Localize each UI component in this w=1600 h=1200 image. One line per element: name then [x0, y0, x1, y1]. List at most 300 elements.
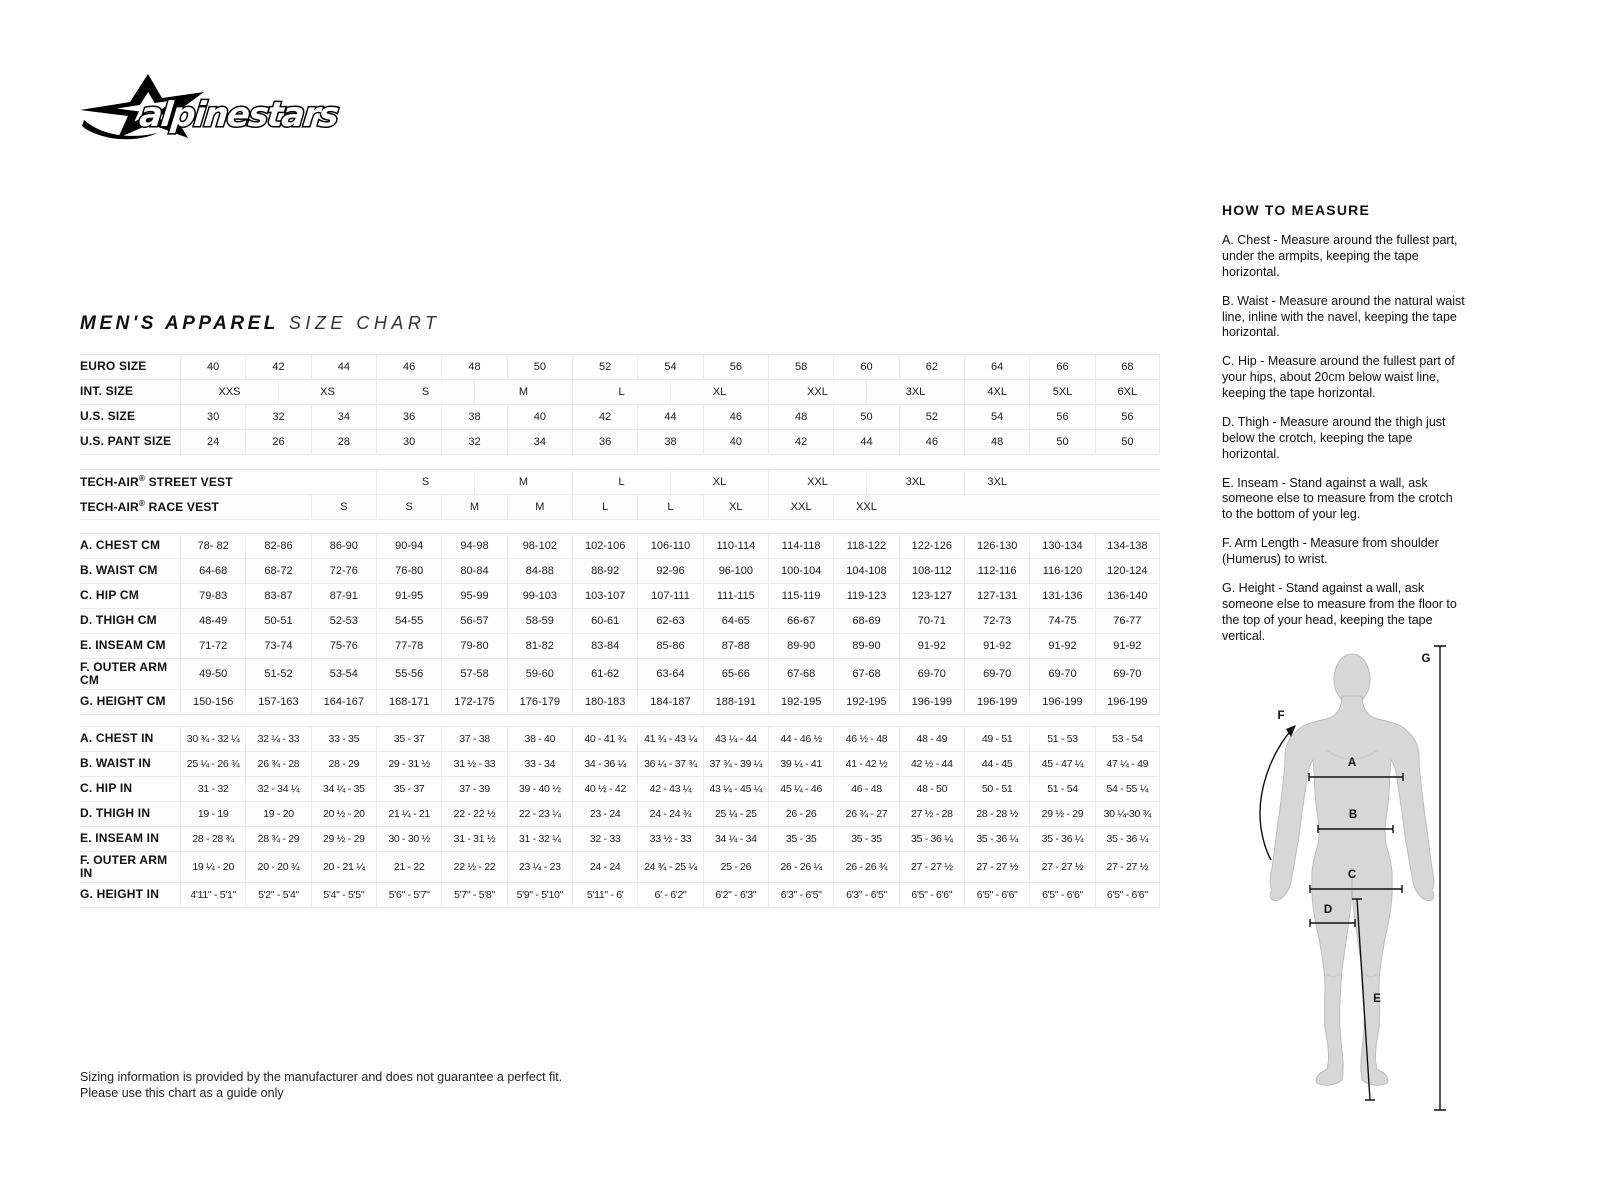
table-cell: 123-127: [899, 584, 964, 608]
table-row-us_pant: [80, 430, 1160, 455]
table-spacer: [1029, 470, 1160, 494]
table-cell: M: [507, 495, 572, 519]
table-cell: 5'4" - 5'5": [311, 883, 376, 907]
table-row-race: [80, 495, 1160, 520]
table-cell: XXL: [768, 380, 866, 404]
table-cell: 34: [311, 405, 376, 429]
table-cell: 28 - 28 ¾: [180, 827, 245, 851]
table-row-outerarm_cm: [80, 659, 1160, 690]
table-cell: 36 ¼ - 37 ¾: [637, 752, 702, 776]
table-cell: 24 ¾ - 25 ¼: [637, 852, 702, 882]
table-cell: 127-131: [964, 584, 1029, 608]
table-cell: 31 - 32 ¼: [507, 827, 572, 851]
measure-instruction-waist: B. Waist - Measure around the natural waist line, inline with the navel, keeping the tape horizontal.: [1222, 293, 1465, 340]
table-cell: 30 ¾ - 32 ¼: [180, 727, 245, 751]
table-cell: 58: [768, 355, 833, 379]
table-cell: 32 - 34 ¼: [245, 777, 310, 801]
table-cell: 44: [637, 405, 702, 429]
table-cell: 70-71: [899, 609, 964, 633]
table-cell: 48: [964, 430, 1029, 454]
table-cell: 119-123: [833, 584, 898, 608]
table-cell: 46 ½ - 48: [833, 727, 898, 751]
table-cell: 24 - 24: [572, 852, 637, 882]
table-cell: 102-106: [572, 534, 637, 558]
table-cell: 40: [180, 355, 245, 379]
table-cell: 30: [376, 430, 441, 454]
table-cell: 77-78: [376, 634, 441, 658]
table-cell: 5XL: [1029, 380, 1094, 404]
table-cell: 35 - 36 ¼: [899, 827, 964, 851]
table-cell: 46: [703, 405, 768, 429]
table-cell: 3XL: [964, 470, 1029, 494]
table-cell: 42: [245, 355, 310, 379]
table-cell: 99-103: [507, 584, 572, 608]
table-cell: 48: [768, 405, 833, 429]
table-cell: 44: [833, 430, 898, 454]
table-cell: 192-195: [833, 690, 898, 714]
table-cell: 49-50: [180, 659, 245, 689]
table-cell: 172-175: [441, 690, 506, 714]
table-cell: 134-138: [1095, 534, 1160, 558]
row-label-height_in: G. HEIGHT IN: [80, 887, 160, 902]
table-cell: 58-59: [507, 609, 572, 633]
table-cell: 46: [376, 355, 441, 379]
table-cell: 31 - 32: [180, 777, 245, 801]
table-cell: 19 - 19: [180, 802, 245, 826]
table-cell: 4'11" - 5'1": [180, 883, 245, 907]
table-cell: 32: [441, 430, 506, 454]
table-cell: XL: [670, 380, 768, 404]
table-cell: 6'5" - 6'6": [964, 883, 1029, 907]
table-cell: 82-86: [245, 534, 310, 558]
row-label-waist_in: B. WAIST IN: [80, 756, 151, 771]
table-cell: 196-199: [1029, 690, 1094, 714]
table-cell: 44 - 45: [964, 752, 1029, 776]
table-cell: 76-77: [1095, 609, 1160, 633]
table-cell: 46: [899, 430, 964, 454]
table-row-int: [80, 380, 1160, 405]
table-cell: 37 ¾ - 39 ¼: [703, 752, 768, 776]
table-cell: 54 - 55 ¼: [1095, 777, 1160, 801]
table-cell: 32 ¼ - 33: [245, 727, 310, 751]
table-cell: 51 - 54: [1029, 777, 1094, 801]
table-cell: 87-88: [703, 634, 768, 658]
table-cell: 20 ½ - 20: [311, 802, 376, 826]
table-cell: 6'5" - 6'6": [1095, 883, 1160, 907]
row-label-thigh_cm: D. THIGH CM: [80, 613, 157, 628]
table-cell: 64-65: [703, 609, 768, 633]
row-label-waist_cm: B. WAIST CM: [80, 563, 158, 578]
table-cell: 6'5" - 6'6": [1029, 883, 1094, 907]
table-cell: 54-55: [376, 609, 441, 633]
table-cell: 36: [376, 405, 441, 429]
table-cell: 40 ½ - 42: [572, 777, 637, 801]
table-cell: 6' - 6'2": [637, 883, 702, 907]
measure-instruction-chest: A. Chest - Measure around the fullest part, under the armpits, keeping the tape horizontal.: [1222, 233, 1458, 279]
table-cell: 176-179: [507, 690, 572, 714]
table-cell: 21 - 22: [376, 852, 441, 882]
table-cell: L: [572, 380, 670, 404]
table-cell: 91-95: [376, 584, 441, 608]
table-cell: 72-73: [964, 609, 1029, 633]
table-cell: 29 ½ - 29: [1029, 802, 1094, 826]
table-cell: 56-57: [441, 609, 506, 633]
table-cell: 43 ¼ - 45 ¼: [703, 777, 768, 801]
table-cell: 50: [1095, 430, 1160, 454]
table-cell: 6'3" - 6'5": [833, 883, 898, 907]
table-cell: 136-140: [1095, 584, 1160, 608]
table-cell: 44: [311, 355, 376, 379]
row-label-chest_in: A. CHEST IN: [80, 731, 154, 746]
table-cell: 111-115: [703, 584, 768, 608]
table-cell: 39 ¼ - 41: [768, 752, 833, 776]
row-label-street: TECH-AIR® STREET VEST: [80, 473, 233, 489]
table-cell: 53 - 54: [1095, 727, 1160, 751]
table-cell: 126-130: [964, 534, 1029, 558]
table-cell: 33 - 34: [507, 752, 572, 776]
table-group-cm: [80, 533, 1160, 715]
table-cell: 3XL: [866, 380, 964, 404]
table-cell: 36: [572, 430, 637, 454]
table-cell: 30 ¼-30 ¾: [1095, 802, 1160, 826]
table-cell: 87-91: [311, 584, 376, 608]
row-label-outerarm_cm: F. OUTER ARM CM: [80, 659, 168, 687]
table-cell: 46 - 48: [833, 777, 898, 801]
table-cell: 78- 82: [180, 534, 245, 558]
table-row-chest_in: [80, 727, 1160, 752]
page-title-sub: SIZE CHART: [288, 313, 441, 333]
table-row-hip_cm: [80, 584, 1160, 609]
table-cell: 89-90: [768, 634, 833, 658]
table-cell: 26 ¾ - 27: [833, 802, 898, 826]
table-cell: 33 - 35: [311, 727, 376, 751]
table-cell: 27 - 27 ½: [899, 852, 964, 882]
table-cell: 22 - 23 ¼: [507, 802, 572, 826]
table-cell: 68: [1095, 355, 1160, 379]
table-group-techair: [80, 469, 1160, 520]
measure-guide-title: HOW TO MEASURE: [1222, 202, 1370, 218]
table-cell: 35 - 35: [768, 827, 833, 851]
table-cell: 91-92: [1029, 634, 1094, 658]
alpinestars-logo-graphic: [78, 74, 348, 144]
table-cell: 150-156: [180, 690, 245, 714]
table-cell: 192-195: [768, 690, 833, 714]
row-label-hip_in: C. HIP IN: [80, 781, 133, 796]
table-cell: 44 - 46 ½: [768, 727, 833, 751]
table-cell: 61-62: [572, 659, 637, 689]
table-cell: 5'2" - 5'4": [245, 883, 310, 907]
measure-guide: [1222, 202, 1466, 657]
table-cell: 30: [180, 405, 245, 429]
table-cell: 28: [311, 430, 376, 454]
measure-instruction-thigh: D. Thigh - Measure around the thigh just below the crotch, keeping the tape horizontal.: [1222, 414, 1446, 461]
table-cell: 42 - 43 ¼: [637, 777, 702, 801]
table-cell: 130-134: [1029, 534, 1094, 558]
table-row-waist_in: [80, 752, 1160, 777]
table-cell: 107-111: [637, 584, 702, 608]
table-cell: 54: [964, 405, 1029, 429]
table-cell: 45 ¼ - 46: [768, 777, 833, 801]
table-cell: 20 - 21 ¼: [311, 852, 376, 882]
table-cell: 42 ½ - 44: [899, 752, 964, 776]
table-cell: 48: [441, 355, 506, 379]
table-cell: 27 - 27 ½: [964, 852, 1029, 882]
table-cell: 66-67: [768, 609, 833, 633]
table-cell: 50: [833, 405, 898, 429]
table-cell: 96-100: [703, 559, 768, 583]
table-cell: 184-187: [637, 690, 702, 714]
table-cell: 39 - 40 ½: [507, 777, 572, 801]
table-spacer: [899, 495, 1160, 519]
table-cell: 88-92: [572, 559, 637, 583]
table-cell: 6'5" - 6'6": [899, 883, 964, 907]
table-cell: 59-60: [507, 659, 572, 689]
table-cell: 52: [899, 405, 964, 429]
table-cell: 45 - 47 ¼: [1029, 752, 1094, 776]
table-cell: 80-84: [441, 559, 506, 583]
row-label-inseam_cm: E. INSEAM CM: [80, 638, 166, 653]
table-row-height_in: [80, 883, 1160, 908]
table-cell: 95-99: [441, 584, 506, 608]
table-cell: 64: [964, 355, 1029, 379]
table-cell: L: [637, 495, 702, 519]
table-cell: 50: [1029, 430, 1094, 454]
table-cell: 79-80: [441, 634, 506, 658]
table-spacer: [180, 495, 311, 519]
table-row-hip_in: [80, 777, 1160, 802]
table-group-in: [80, 726, 1160, 908]
table-cell: S: [311, 495, 376, 519]
diagram-label-b: B: [1348, 809, 1358, 821]
disclaimer-line-1: Sizing information is provided by the manufacturer and does not guarantee a perfect fit.: [80, 1070, 563, 1084]
table-cell: 122-126: [899, 534, 964, 558]
table-cell: 24 - 24 ¾: [637, 802, 702, 826]
table-cell: 196-199: [964, 690, 1029, 714]
table-cell: 104-108: [833, 559, 898, 583]
table-cell: XXL: [768, 495, 833, 519]
table-cell: L: [572, 495, 637, 519]
row-label-race: TECH-AIR® RACE VEST: [80, 498, 220, 514]
row-label-euro: EURO SIZE: [80, 359, 147, 374]
table-cell: XXL: [768, 470, 866, 494]
table-cell: 38: [637, 430, 702, 454]
table-cell: 31 - 31 ½: [441, 827, 506, 851]
table-cell: 67-68: [768, 659, 833, 689]
table-cell: 4XL: [964, 380, 1029, 404]
table-cell: 29 ½ - 29: [311, 827, 376, 851]
table-cell: XS: [278, 380, 376, 404]
table-cell: 27 - 27 ½: [1095, 852, 1160, 882]
table-cell: 91-92: [1095, 634, 1160, 658]
table-cell: 164-167: [311, 690, 376, 714]
table-cell: 33 ½ - 33: [637, 827, 702, 851]
table-cell: 22 ½ - 22: [441, 852, 506, 882]
table-row-waist_cm: [80, 559, 1160, 584]
table-cell: M: [474, 470, 572, 494]
table-cell: 103-107: [572, 584, 637, 608]
table-cell: 54: [637, 355, 702, 379]
table-cell: 32: [245, 405, 310, 429]
row-label-us_size: U.S. SIZE: [80, 409, 136, 424]
table-cell: 89-90: [833, 634, 898, 658]
table-cell: 67-68: [833, 659, 898, 689]
table-cell: 20 - 20 ¾: [245, 852, 310, 882]
table-cell: 40 - 41 ¾: [572, 727, 637, 751]
table-cell: 35 - 37: [376, 777, 441, 801]
table-cell: 48 - 49: [899, 727, 964, 751]
table-cell: 34 ¼ - 35: [311, 777, 376, 801]
table-cell: 114-118: [768, 534, 833, 558]
row-label-height_cm: G. HEIGHT CM: [80, 694, 166, 709]
diagram-label-d: D: [1323, 904, 1333, 916]
table-cell: 168-171: [376, 690, 441, 714]
table-cell: 64-68: [180, 559, 245, 583]
table-cell: 5'7" - 5'8": [441, 883, 506, 907]
table-cell: L: [572, 470, 670, 494]
table-row-street: [80, 470, 1160, 495]
table-cell: 63-64: [637, 659, 702, 689]
table-cell: 100-104: [768, 559, 833, 583]
table-cell: 60: [833, 355, 898, 379]
table-cell: 19 - 20: [245, 802, 310, 826]
disclaimer-line-2: Please use this chart as a guide only: [80, 1086, 284, 1101]
table-row-chest_cm: [80, 534, 1160, 559]
disclaimer: [80, 1069, 562, 1102]
table-row-inseam_in: [80, 827, 1160, 852]
row-label-int: INT. SIZE: [80, 384, 134, 399]
table-cell: 37 - 39: [441, 777, 506, 801]
table-cell: 56: [1095, 405, 1160, 429]
table-cell: 84-88: [507, 559, 572, 583]
table-cell: 65-66: [703, 659, 768, 689]
table-cell: 79-83: [180, 584, 245, 608]
table-cell: 56: [703, 355, 768, 379]
table-cell: 30 - 30 ½: [376, 827, 441, 851]
table-cell: 26 ¾ - 28: [245, 752, 310, 776]
table-cell: 83-84: [572, 634, 637, 658]
table-cell: 118-122: [833, 534, 898, 558]
table-cell: 23 - 24: [572, 802, 637, 826]
table-cell: 41 ¾ - 43 ¼: [637, 727, 702, 751]
table-cell: 28 - 29: [311, 752, 376, 776]
table-cell: 38: [441, 405, 506, 429]
table-cell: XXL: [833, 495, 898, 519]
table-cell: 28 - 28 ½: [964, 802, 1029, 826]
table-cell: 34 - 36 ¼: [572, 752, 637, 776]
table-cell: 51-52: [245, 659, 310, 689]
diagram-label-g: G: [1421, 653, 1431, 665]
table-cell: 83-87: [245, 584, 310, 608]
table-cell: 6XL: [1095, 380, 1160, 404]
table-cell: 37 - 38: [441, 727, 506, 751]
table-group-sizes: [80, 354, 1160, 455]
table-cell: 91-92: [899, 634, 964, 658]
table-cell: 116-120: [1029, 559, 1094, 583]
table-cell: S: [376, 470, 474, 494]
table-cell: 108-112: [899, 559, 964, 583]
body-measurement-diagram: [1240, 622, 1460, 1112]
table-cell: 69-70: [1095, 659, 1160, 689]
table-cell: 53-54: [311, 659, 376, 689]
table-cell: S: [376, 380, 474, 404]
table-cell: 157-163: [245, 690, 310, 714]
table-cell: 76-80: [376, 559, 441, 583]
table-cell: 25 ¼ - 25: [703, 802, 768, 826]
table-cell: 26 - 26: [768, 802, 833, 826]
table-cell: 110-114: [703, 534, 768, 558]
table-cell: 6'3" - 6'5": [768, 883, 833, 907]
table-cell: 106-110: [637, 534, 702, 558]
table-cell: M: [474, 380, 572, 404]
table-cell: 41 - 42 ½: [833, 752, 898, 776]
table-cell: 91-92: [964, 634, 1029, 658]
table-cell: 35 - 36 ¼: [964, 827, 1029, 851]
table-cell: 5'6" - 5'7": [376, 883, 441, 907]
table-cell: 5'11" - 6': [572, 883, 637, 907]
table-cell: 50: [507, 355, 572, 379]
row-label-outerarm_in: F. OUTER ARM IN: [80, 852, 168, 880]
table-cell: 48-49: [180, 609, 245, 633]
table-cell: 35 - 35: [833, 827, 898, 851]
table-cell: 69-70: [964, 659, 1029, 689]
table-cell: 35 - 36 ¼: [1095, 827, 1160, 851]
table-cell: 26 - 26 ¼: [768, 852, 833, 882]
table-cell: 81-82: [507, 634, 572, 658]
table-cell: 86-90: [311, 534, 376, 558]
table-cell: 90-94: [376, 534, 441, 558]
table-cell: 19 ¼ - 20: [180, 852, 245, 882]
table-cell: 34 ¼ - 34: [703, 827, 768, 851]
size-table: [80, 354, 1160, 908]
page-title: [80, 300, 441, 337]
table-cell: 196-199: [899, 690, 964, 714]
table-cell: 57-58: [441, 659, 506, 689]
table-row-euro: [80, 355, 1160, 380]
row-label-chest_cm: A. CHEST CM: [80, 538, 161, 553]
table-cell: 28 ¾ - 29: [245, 827, 310, 851]
table-cell: 22 - 22 ½: [441, 802, 506, 826]
table-spacer: [180, 470, 376, 494]
alpinestars-logo: [78, 74, 348, 144]
table-cell: 120-124: [1095, 559, 1160, 583]
table-cell: 42: [768, 430, 833, 454]
table-cell: 85-86: [637, 634, 702, 658]
measure-instruction-hip: C. Hip - Measure around the fullest part of your hips, about 20cm below waist line, keeping the tape horizontal.: [1222, 354, 1455, 400]
table-cell: 74-75: [1029, 609, 1094, 633]
table-cell: 38 - 40: [507, 727, 572, 751]
table-cell: 188-191: [703, 690, 768, 714]
table-cell: 72-76: [311, 559, 376, 583]
table-cell: 115-119: [768, 584, 833, 608]
row-label-us_pant: U.S. PANT SIZE: [80, 434, 172, 449]
measure-instruction-inseam: E. Inseam - Stand against a wall, ask someone else to measure from the crotch to the bottom of your leg.: [1222, 475, 1453, 522]
table-cell: 68-69: [833, 609, 898, 633]
table-cell: 40: [507, 405, 572, 429]
table-cell: 92-96: [637, 559, 702, 583]
measure-instruction-arm: F. Arm Length - Measure from shoulder (Humerus) to wrist.: [1222, 536, 1439, 566]
table-cell: 62: [899, 355, 964, 379]
table-cell: 21 ¼ - 21: [376, 802, 441, 826]
table-cell: 98-102: [507, 534, 572, 558]
table-cell: XL: [703, 495, 768, 519]
table-cell: 32 - 33: [572, 827, 637, 851]
table-cell: 24: [180, 430, 245, 454]
table-row-outerarm_in: [80, 852, 1160, 883]
table-cell: 25 ¼ - 26 ¾: [180, 752, 245, 776]
table-cell: XXS: [180, 380, 278, 404]
table-cell: 112-116: [964, 559, 1029, 583]
row-label-hip_cm: C. HIP CM: [80, 588, 139, 603]
